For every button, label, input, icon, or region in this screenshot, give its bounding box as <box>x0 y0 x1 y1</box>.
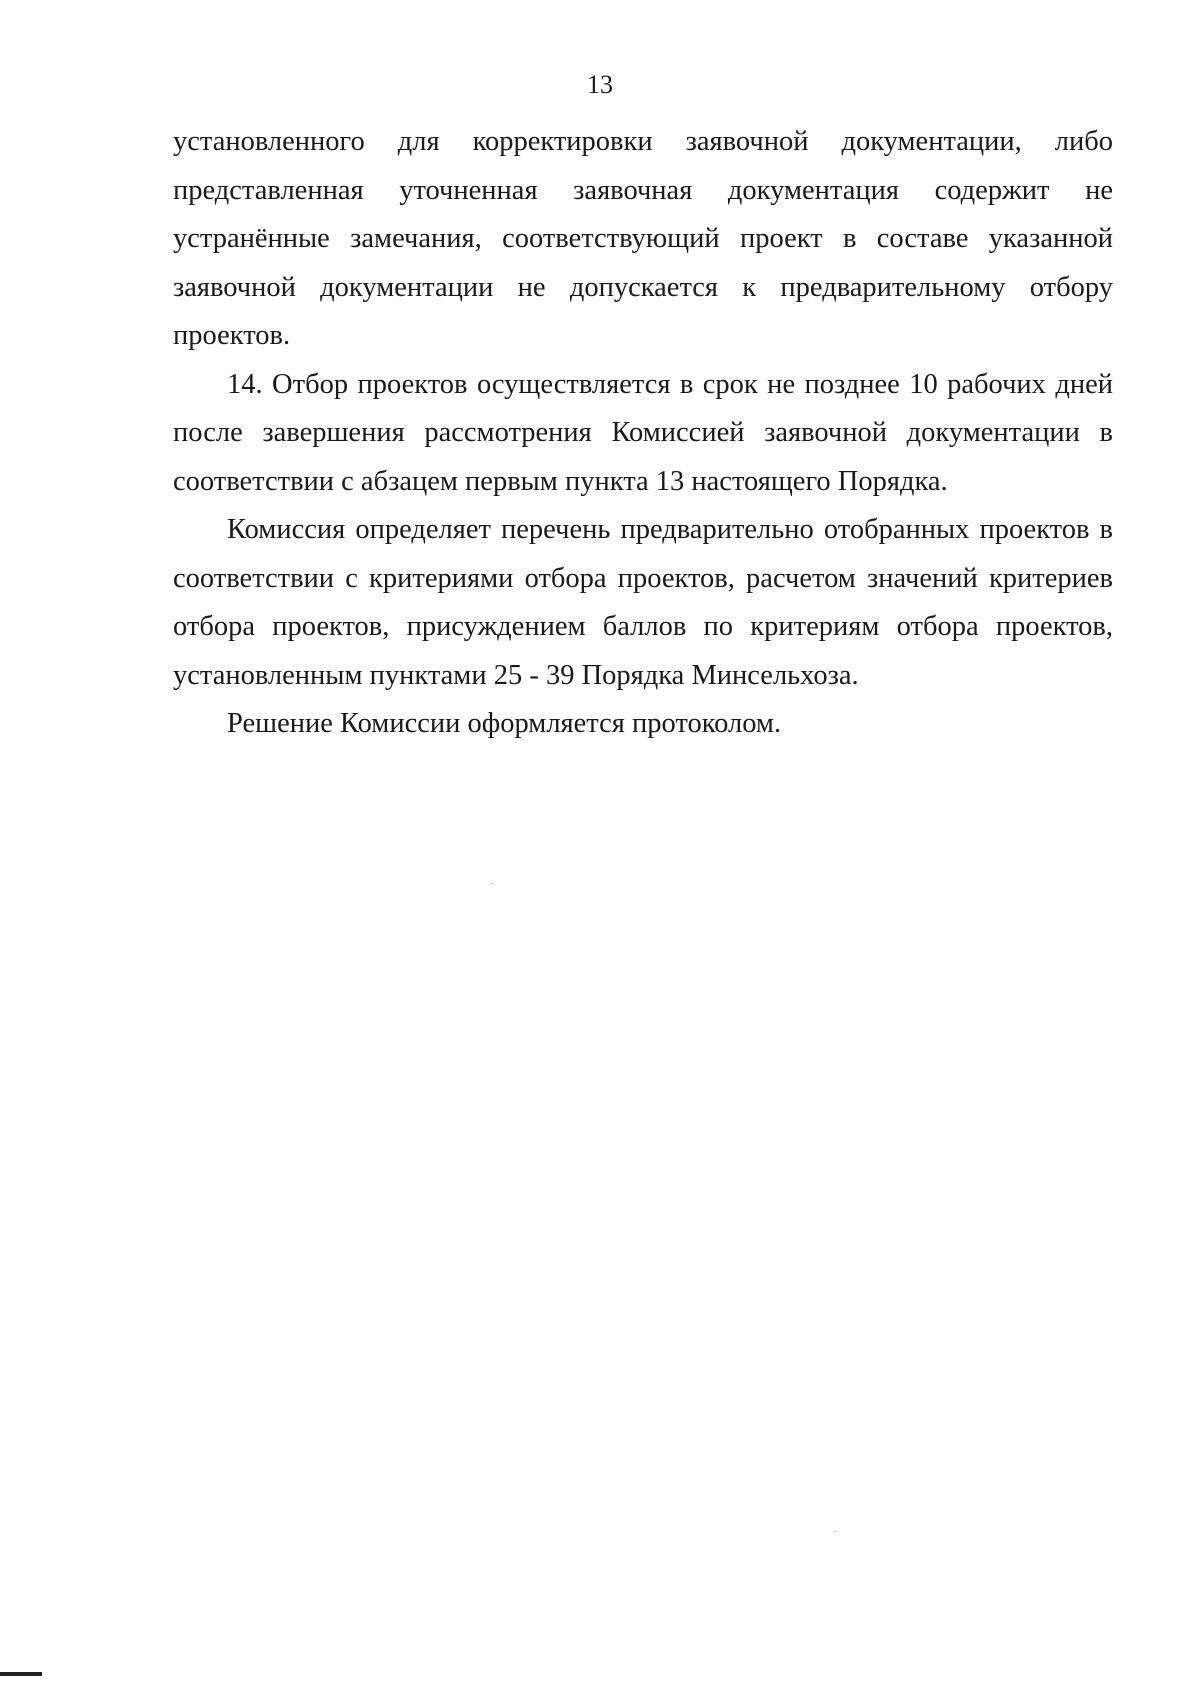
paragraph-item-14: 14. Отбор проектов осуществляется в срок не позднее 10 рабочих дней после завершения рассмотрения Комиссией заявочной документации в соответствии с абзацем первым пункта 13 настоящего Порядка. <box>173 368 1113 497</box>
paragraph-commission-list: Комиссия определяет перечень предварительно отобранных проектов в соответствии с критериями отбора проектов, расчетом значений критериев отбора проектов, присуждением баллов по критериям отбора проектов, установленным пунктами 25 - 39 Порядка Минсельхоза. <box>173 514 1113 691</box>
scan-artifact <box>834 1531 836 1532</box>
page-number: 13 <box>587 70 613 99</box>
scan-edge-mark <box>0 1672 42 1676</box>
paragraph-continuation: установленного для корректировки заявочной документации, либо представленная уточненная заявочная документация содержит не устранённые замечания, соответствующий проект в составе указанной заявочной документации не допускается к предварительному отбору проектов. <box>173 126 1113 351</box>
paragraph-commission-decision: Решение Комиссии оформляется протоколом. <box>227 708 782 739</box>
scan-artifact <box>491 883 493 884</box>
document-body <box>173 118 1113 749</box>
